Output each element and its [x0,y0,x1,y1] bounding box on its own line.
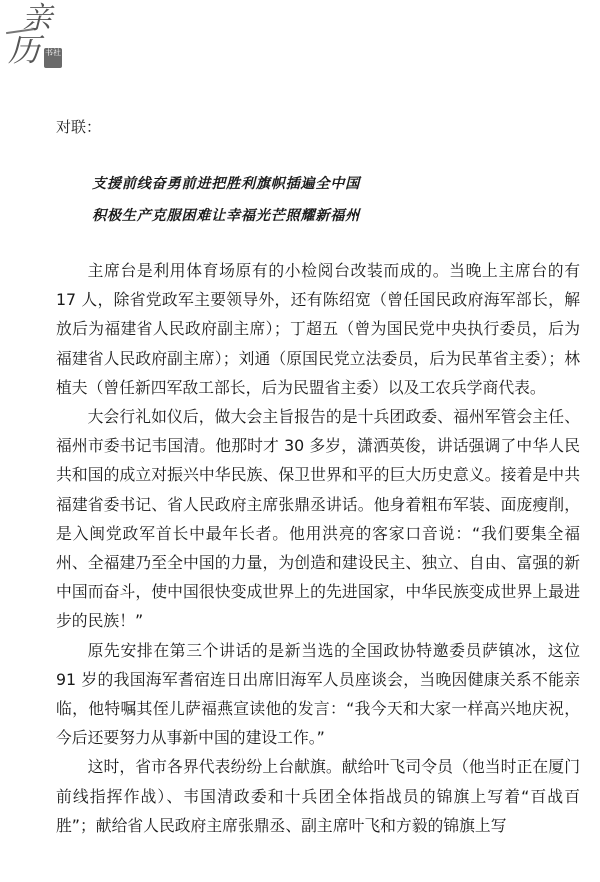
paragraph-flag-presentation: 这时，省市各界代表纷纷上台献旗。献给叶飞司令员（他当时正在厦门前线指挥作战）、韦国清政委和十兵团全体指战员的锦旗上写着“百战百胜”；献给省人民政府主席张鼎丞、副主席叶飞和方毅的锦旗上写 [56,757,580,835]
paragraph-speeches: 大会行礼如仪后，做大会主旨报告的是十兵团政委、福州军管会主任、福州市委书记韦国清。他那时才 30 多岁，潇洒英俊，讲话强调了中华人民共和国的成立对振兴中华民族、保卫世界和平的巨大历史意义。接着是中共福建省委书记、省人民政府主席张鼎丞讲话。他身着粗布军装、面庞瘦削，是入闽党政军首长中最年长者。他用洪亮的客家口音说：“我们要集全福州、全福建乃至全中国的力量，为创造和建设民主、独立、自由、富强的新中国而奋斗，使中国很快变成世界上的先进国家，中华民族变成世界上最进步的民族！” [56,407,580,631]
logo-seal-stamp: 书社 [44,48,62,68]
paragraph-sa-zhenbing: 原先安排在第三个讲话的是新当选的全国政协特邀委员萨镇冰，这位 91 岁的我国海军耆宿连日出席旧海军人员座谈会，当晚因健康关系不能亲临，他特嘱其侄儿萨福燕宣读他的发言：“我今天和大家一样高兴地庆祝，今后还要努力从事新中国的建设工作。” [56,640,580,748]
article-body [56,256,580,840]
paragraph-rostrum: 主席台是利用体育场原有的小检阅台改装而成的。当晚上主席台的有 17 人，除省党政军主要领导外，还有陈绍宽（曾任国民政府海军部长，解放后为福建省人民政府副主席）；丁超五（曾为国民党中央执行委员，后为福建省人民政府副主席）；刘通（原国民党立法委员，后为民革省主委）；林植夫（曾任新四军敌工部长，后为民盟省主委）以及工农兵学商代表。 [56,261,580,397]
book-logo [6,1,62,74]
logo-char-qin: 亲 [22,1,52,36]
couplet-line-lower: 积极生产克服困难让幸福光芒照耀新福州 [92,208,360,224]
logo-char-li: 历 [8,31,41,69]
couplet-label: 对联： [56,118,102,136]
couplet-line-upper: 支援前线奋勇前进把胜利旗帜插遍全中国 [92,176,360,192]
